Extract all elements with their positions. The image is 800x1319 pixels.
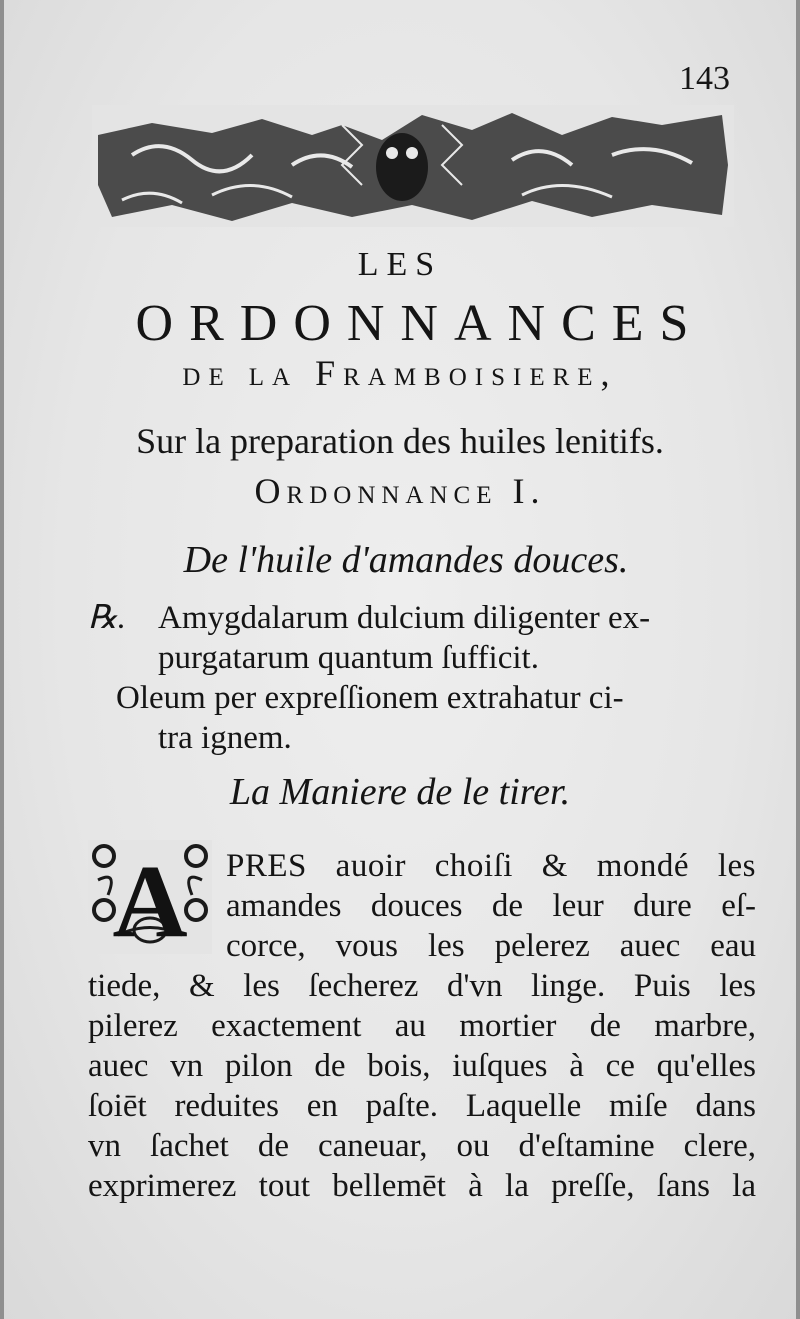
paragraph-line: ſoiēt reduites en paſte. Laquelle miſe dans <box>88 1088 756 1124</box>
recipe-line <box>88 598 650 638</box>
method-paragraph <box>88 846 756 1206</box>
book-page <box>4 0 796 1319</box>
recipe-title: De l'huile d'amandes douces. <box>183 539 629 581</box>
page-number: 143 <box>679 60 730 97</box>
paragraph-line: PRES auoir choiſi & mondé les <box>226 848 756 884</box>
paragraph-line: amandes douces de leur dure eſ- <box>226 888 756 924</box>
title-ordonnances: ORDONNANCES <box>135 295 705 352</box>
recipe-line-text: Amygdalarum dulcium diligenter ex- <box>158 600 651 636</box>
recipe-line: Oleum per expreſſionem extrahatur ci- <box>116 680 624 716</box>
woodcut-headpiece-ornament <box>92 105 734 227</box>
recipe-line: purgatarum quantum ſufficit. <box>158 640 539 676</box>
paragraph-line: exprimerez tout bellemēt à la preſſe, ſans la <box>88 1168 756 1204</box>
title-subtitle: Sur la preparation des huiles lenitifs. <box>136 421 664 461</box>
paragraph-line: auec vn pilon de bois, iuſques à ce qu'elles <box>88 1048 756 1084</box>
paragraph-line: corce, vous les pelerez auec eau <box>226 928 756 964</box>
recipe-block <box>88 598 650 758</box>
paragraph-line: pilerez exactement au mortier de marbre, <box>88 1008 756 1044</box>
title-les: LES <box>357 246 443 283</box>
title-author: de la Framboisiere, <box>182 353 618 393</box>
initial-letter: A <box>112 844 188 954</box>
recipe-symbol: ℞. <box>88 600 126 636</box>
method-title: La Maniere de le tirer. <box>229 771 571 813</box>
paragraph-line: tiede, & les ſecherez d'vn linge. Puis les <box>88 968 756 1004</box>
recipe-line: tra ignem. <box>158 720 292 756</box>
ordonnance-heading: Ordonnance I. <box>254 471 546 511</box>
paragraph-line: vn ſachet de caneuar, ou d'eſtamine clere, <box>88 1128 756 1164</box>
